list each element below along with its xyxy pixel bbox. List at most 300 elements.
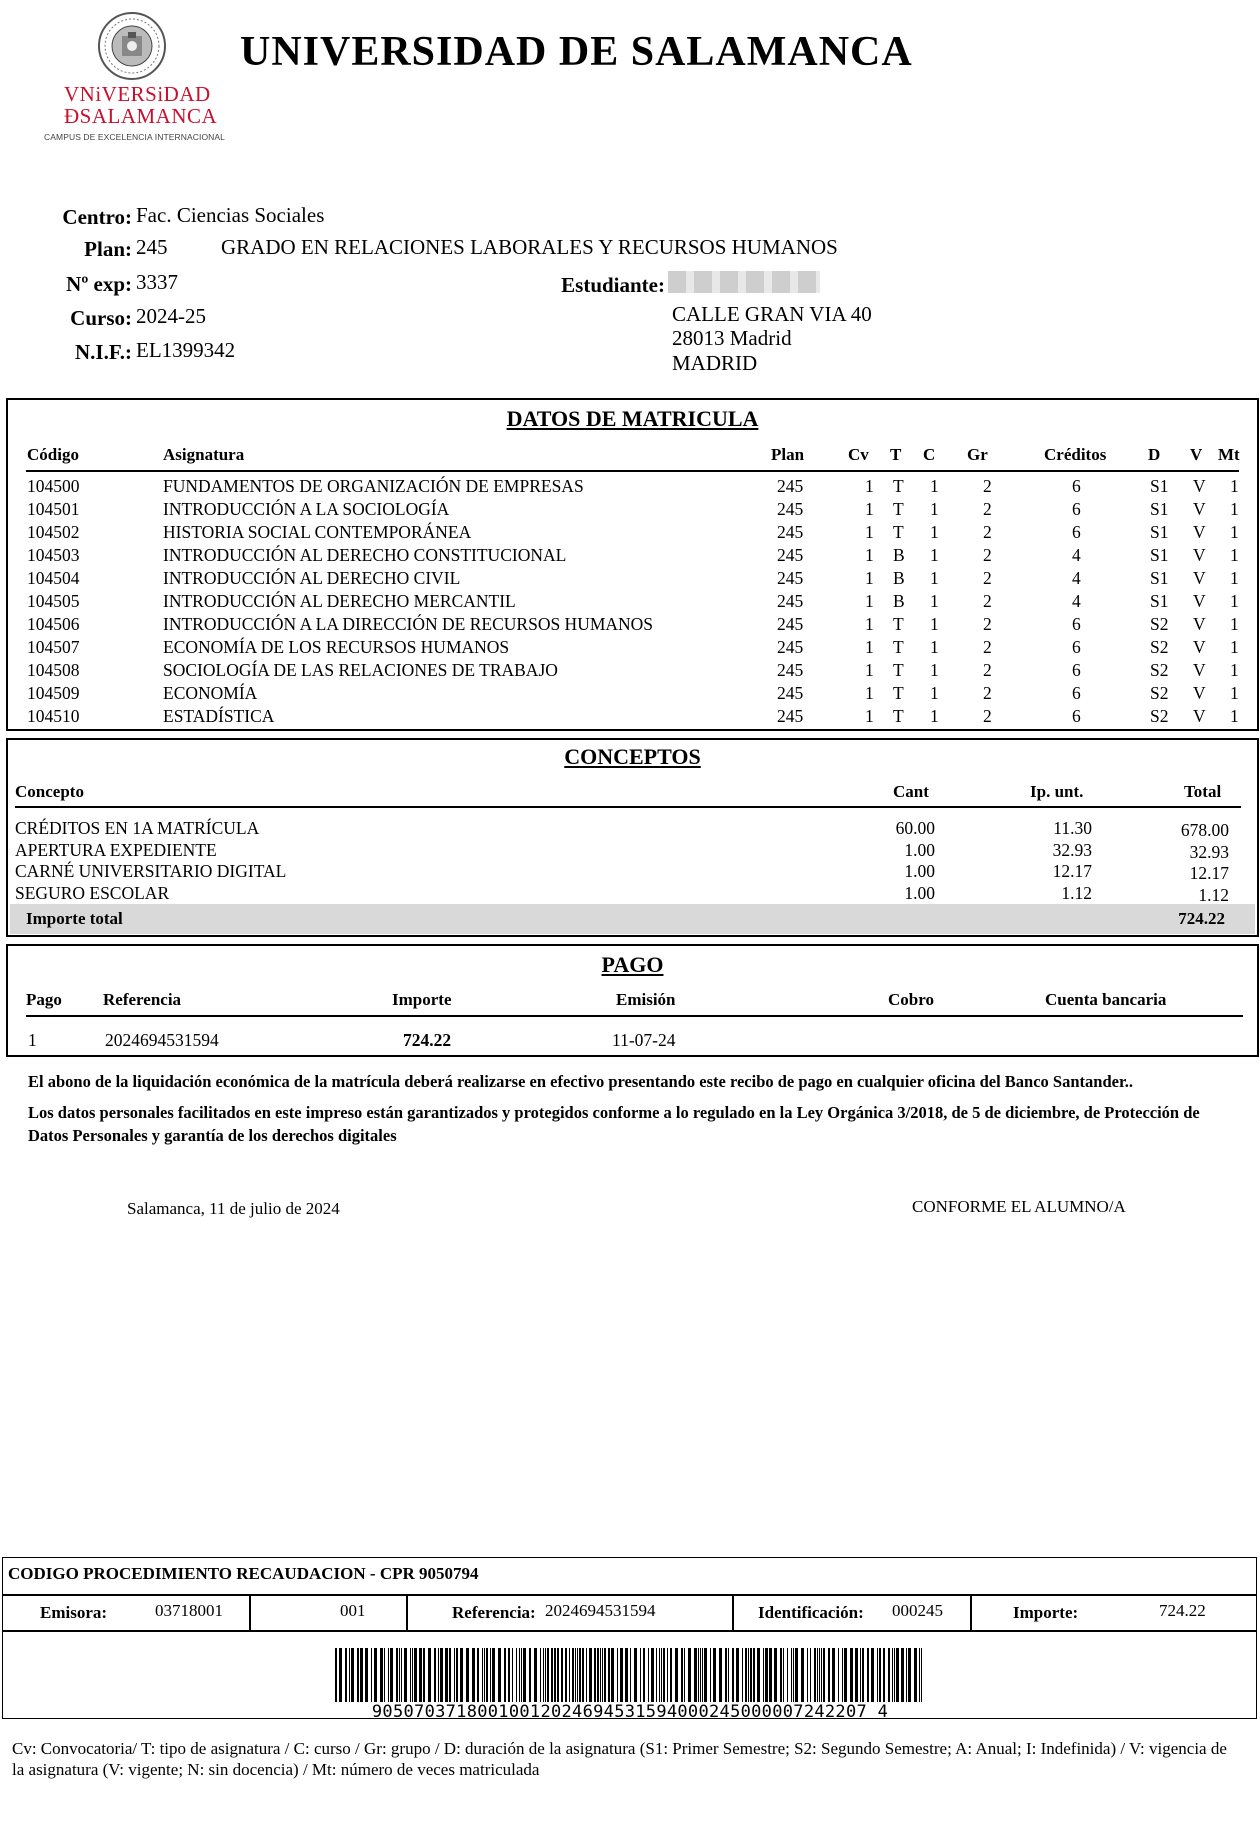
matricula-row — [8, 706, 1257, 729]
barcode-bar — [608, 1648, 610, 1702]
matricula-cell-creditos: 6 — [1072, 476, 1081, 496]
barcode-bar — [757, 1648, 760, 1702]
matricula-cell-codigo: 104503 — [27, 545, 80, 565]
barcode-bar — [883, 1648, 885, 1702]
concepto-cell-cant: 1.00 — [904, 861, 935, 881]
logo-text-line1: VNiVERSiDAD — [64, 82, 211, 106]
barcode-bar — [597, 1648, 599, 1702]
barcode-bar — [877, 1648, 878, 1702]
matricula-cell-d: S1 — [1150, 499, 1169, 519]
barcode-bar — [477, 1648, 479, 1702]
matricula-cell-codigo: 104508 — [27, 660, 80, 680]
barcode-bar — [504, 1648, 506, 1702]
matricula-cell-creditos: 4 — [1072, 568, 1081, 588]
matricula-cell-creditos: 4 — [1072, 591, 1081, 611]
barcode-bar — [821, 1648, 822, 1702]
matricula-row — [8, 545, 1257, 568]
matricula-cell-t: T — [893, 706, 904, 726]
barcode-bar — [879, 1648, 881, 1702]
centro-value: Fac. Ciencias Sociales — [136, 203, 325, 227]
matricula-cell-codigo: 104504 — [27, 568, 80, 588]
barcode-bar — [466, 1648, 469, 1702]
barcode-bar — [819, 1648, 820, 1702]
matricula-cell-t: T — [893, 499, 904, 519]
barcode-bar — [783, 1648, 784, 1702]
matricula-cell-gr: 2 — [983, 706, 992, 726]
matricula-cell-mt: 1 — [1230, 637, 1239, 657]
barcode-bar — [844, 1648, 847, 1702]
nif-label: N.I.F.: — [75, 340, 132, 364]
emisora-label: Emisora: — [40, 1603, 108, 1622]
curso-value: 2024-25 — [136, 304, 206, 328]
barcode-bar — [763, 1648, 764, 1702]
university-logo — [36, 8, 226, 143]
barcode-bar — [901, 1648, 904, 1702]
col-ip-unt: Ip. unt. — [1030, 782, 1084, 801]
barcode-bar — [600, 1648, 601, 1702]
barcode-bar — [414, 1648, 417, 1702]
barcode-bar — [460, 1648, 463, 1702]
matricula-cell-gr: 2 — [983, 591, 992, 611]
concepto-cell-total: 1.12 — [1198, 884, 1229, 905]
barcode-bar — [419, 1648, 422, 1702]
matricula-cell-v: V — [1193, 499, 1206, 519]
barcode-bar — [569, 1648, 570, 1702]
concepto-cell-total: 32.93 — [1189, 841, 1229, 862]
matricula-cell-plan: 245 — [777, 660, 804, 680]
col-plan: Plan — [771, 445, 805, 464]
matricula-cell-c: 1 — [930, 614, 939, 634]
barcode-bar — [659, 1648, 660, 1702]
identificacion-value: 000245 — [892, 1601, 943, 1620]
matricula-cell-t: T — [893, 637, 904, 657]
matricula-cell-creditos: 6 — [1072, 614, 1081, 634]
matricula-row — [8, 660, 1257, 683]
matricula-cell-asignatura: ECONOMÍA — [163, 683, 258, 703]
matricula-cell-d: S1 — [1150, 591, 1169, 611]
barcode-bar — [423, 1648, 425, 1702]
barcode-bar — [648, 1648, 649, 1702]
barcode-bar — [543, 1648, 544, 1702]
barcode-bar — [661, 1648, 662, 1702]
barcode-bar — [630, 1648, 631, 1702]
conceptos-title: CONCEPTOS — [564, 744, 701, 769]
barcode-bar — [445, 1648, 448, 1702]
barcode-bar — [428, 1648, 431, 1702]
concepto-cell-cant: 1.00 — [904, 882, 935, 903]
matricula-cell-d: S1 — [1150, 568, 1169, 588]
barcode-bar — [702, 1648, 703, 1702]
matricula-cell-cv: 1 — [865, 568, 874, 588]
barcode-bar — [339, 1648, 342, 1702]
importe-label: Importe: — [1013, 1603, 1079, 1622]
matricula-cell-plan: 245 — [777, 614, 804, 634]
emisora-value: 03718001 — [155, 1601, 223, 1620]
pago-row — [8, 1030, 1257, 1053]
importe-total-bar — [10, 904, 1255, 934]
col-gr: Gr — [967, 445, 988, 464]
barcode-bar — [454, 1648, 455, 1702]
matricula-cell-asignatura: INTRODUCCIÓN A LA SOCIOLOGÍA — [163, 499, 450, 519]
barcode-bar — [572, 1648, 574, 1702]
redacted-student-name — [668, 271, 820, 293]
barcode-bar — [589, 1648, 592, 1702]
concepto-cell-concepto: APERTURA EXPEDIENTE — [15, 839, 217, 860]
barcode-bar — [867, 1648, 869, 1702]
matricula-cell-asignatura: INTRODUCCIÓN A LA DIRECCIÓN DE RECURSOS HUMANOS — [163, 614, 654, 634]
matricula-cell-mt: 1 — [1230, 660, 1239, 680]
matricula-cell-codigo: 104502 — [27, 522, 80, 542]
barcode-bar — [640, 1648, 641, 1702]
matricula-cell-asignatura: SOCIOLOGÍA DE LAS RELACIONES DE TRABAJO — [163, 660, 558, 680]
matricula-row — [8, 637, 1257, 660]
referencia-value: 2024694531594 — [545, 1601, 656, 1620]
matricula-cell-d: S1 — [1150, 545, 1169, 565]
matricula-cell-asignatura: INTRODUCCIÓN AL DERECHO CIVIL — [163, 568, 461, 588]
barcode-bar — [832, 1648, 835, 1702]
barcode-bar — [871, 1648, 874, 1702]
barcode-bar — [753, 1648, 755, 1702]
barcode-bar — [554, 1648, 556, 1702]
barcode-bar — [551, 1648, 553, 1702]
barcode-bar — [484, 1648, 485, 1702]
matricula-cell-v: V — [1193, 522, 1206, 542]
matricula-cell-creditos: 6 — [1072, 683, 1081, 703]
matricula-row — [8, 568, 1257, 591]
matricula-cell-creditos: 6 — [1072, 522, 1081, 542]
matricula-cell-asignatura: FUNDAMENTOS DE ORGANIZACIÓN DE EMPRESAS — [163, 476, 584, 496]
address-line2: 28013 Madrid — [672, 326, 792, 350]
barcode-bar — [374, 1648, 377, 1702]
nif-value: EL1399342 — [136, 338, 236, 362]
barcode-bar — [357, 1648, 359, 1702]
col-t: T — [890, 445, 902, 464]
matricula-cell-t: B — [893, 545, 905, 565]
barcode-bar — [380, 1648, 383, 1702]
matricula-row — [8, 476, 1257, 499]
barcode-bar — [388, 1648, 389, 1702]
matricula-cell-gr: 2 — [983, 637, 992, 657]
barcode-bar — [765, 1648, 768, 1702]
barcode-bar — [620, 1648, 623, 1702]
pago-title: PAGO — [601, 952, 664, 977]
barcode-bar — [795, 1648, 798, 1702]
barcode-bar — [894, 1648, 895, 1702]
barcode-bar — [401, 1648, 402, 1702]
barcode-bar — [862, 1648, 864, 1702]
concepto-cell-total: 678.00 — [1180, 820, 1229, 840]
concepto-cell-concepto: SEGURO ESCOLAR — [15, 882, 170, 903]
barcode-bar — [684, 1648, 685, 1702]
barcode-bar — [736, 1648, 739, 1702]
matricula-cell-cv: 1 — [865, 499, 874, 519]
matricula-cell-cv: 1 — [865, 591, 874, 611]
barcode-bar — [523, 1648, 526, 1702]
barcode-bar — [860, 1648, 861, 1702]
barcode-bar — [360, 1648, 363, 1702]
matricula-cell-t: T — [893, 660, 904, 680]
conceptos-header-rule — [15, 806, 1241, 808]
matricula-cell-v: V — [1193, 545, 1206, 565]
barcode-bar — [438, 1648, 439, 1702]
exp-value: 3337 — [136, 270, 178, 294]
matricula-cell-mt: 1 — [1230, 476, 1239, 496]
conforme-alumno: CONFORME EL ALUMNO/A — [912, 1197, 1126, 1216]
matricula-cell-cv: 1 — [865, 706, 874, 726]
concepto-cell-cant: 60.00 — [895, 818, 935, 838]
barcode-bar — [472, 1648, 475, 1702]
barcode-bar — [529, 1648, 531, 1702]
barcode-bar — [512, 1648, 513, 1702]
matricula-cell-d: S1 — [1150, 522, 1169, 542]
exp-label: Nº exp: — [66, 272, 132, 296]
barcode-bar — [582, 1648, 584, 1702]
matricula-cell-plan: 245 — [777, 591, 804, 611]
barcode-bar — [396, 1648, 398, 1702]
address-line3: MADRID — [672, 351, 758, 375]
place-date: Salamanca, 11 de julio de 2024 — [127, 1199, 340, 1218]
barcode-bar — [516, 1648, 517, 1702]
concepto-row — [8, 883, 1257, 906]
barcode-bar — [434, 1648, 436, 1702]
barcode-bar — [492, 1648, 495, 1702]
col-emision: Emisión — [616, 990, 676, 1009]
concepto-row — [8, 840, 1257, 863]
matricula-cell-codigo: 104505 — [27, 591, 80, 611]
importe-total-value: 724.22 — [1178, 909, 1225, 928]
concepto-cell-ip-unt: 11.30 — [1053, 818, 1092, 838]
referencia-label: Referencia: — [452, 1603, 536, 1622]
matricula-cell-c: 1 — [930, 683, 939, 703]
matricula-cell-plan: 245 — [777, 545, 804, 565]
importe-value: 724.22 — [1159, 1601, 1206, 1620]
pago-header-rule — [26, 1015, 1243, 1017]
barcode-bar — [456, 1648, 458, 1702]
matricula-cell-c: 1 — [930, 637, 939, 657]
matricula-cell-gr: 2 — [983, 660, 992, 680]
barcode-bar — [667, 1648, 668, 1702]
col-total: Total — [1184, 782, 1222, 801]
matricula-cell-d: S1 — [1150, 476, 1169, 496]
barcode-bar — [700, 1648, 701, 1702]
concepto-row — [8, 818, 1257, 841]
barcode-bar — [906, 1648, 907, 1702]
barcode-bar — [807, 1648, 808, 1702]
barcode-bar — [643, 1648, 645, 1702]
matricula-cell-t: B — [893, 591, 905, 611]
matricula-cell-v: V — [1193, 476, 1206, 496]
matricula-cell-plan: 245 — [777, 499, 804, 519]
barcode-bar — [787, 1648, 788, 1702]
matricula-cell-c: 1 — [930, 591, 939, 611]
matricula-row — [8, 614, 1257, 637]
barcode-bar — [557, 1648, 559, 1702]
barcode-digits: 90507037180010012024694531594000245000007242207 4 — [371, 1702, 889, 1722]
barcode-bar — [565, 1648, 567, 1702]
barcode-bar — [384, 1648, 385, 1702]
matricula-cell-v: V — [1193, 614, 1206, 634]
barcode-bar — [908, 1648, 911, 1702]
conceptos-section — [6, 738, 1259, 937]
matricula-cell-v: V — [1193, 591, 1206, 611]
matricula-cell-gr: 2 — [983, 683, 992, 703]
col-cuenta-bancaria: Cuenta bancaria — [1045, 990, 1167, 1009]
barcode-bar — [440, 1648, 443, 1702]
matricula-cell-v: V — [1193, 637, 1206, 657]
barcode-bar — [801, 1648, 804, 1702]
matricula-cell-d: S2 — [1150, 660, 1169, 680]
barcode-bar — [921, 1648, 922, 1702]
pago-num: 1 — [28, 1030, 37, 1050]
concepto-cell-concepto: CRÉDITOS EN 1A MATRÍCULA — [15, 818, 260, 838]
col-c: C — [923, 445, 936, 464]
centro-label: Centro: — [62, 205, 132, 229]
barcode-bar — [919, 1648, 920, 1702]
matricula-cell-t: T — [893, 476, 904, 496]
barcode-bar — [728, 1648, 729, 1702]
barcode-bar — [855, 1648, 858, 1702]
barcode-bar — [698, 1648, 699, 1702]
barcode-bar — [896, 1648, 899, 1702]
matricula-cell-creditos: 6 — [1072, 706, 1081, 726]
concepto-cell-ip-unt: 1.12 — [1061, 882, 1092, 903]
matricula-cell-gr: 2 — [983, 522, 992, 542]
cpr-divider-1 — [249, 1594, 251, 1630]
barcode-bar — [814, 1648, 816, 1702]
matricula-cell-mt: 1 — [1230, 591, 1239, 611]
matricula-cell-asignatura: HISTORIA SOCIAL CONTEMPORÁNEA — [163, 522, 472, 542]
matricula-row — [8, 683, 1257, 706]
barcode-bar — [482, 1648, 483, 1702]
barcode-bar — [498, 1648, 501, 1702]
barcode-bar — [345, 1648, 347, 1702]
matricula-cell-c: 1 — [930, 660, 939, 680]
barcode-bar — [534, 1648, 537, 1702]
matricula-cell-plan: 245 — [777, 568, 804, 588]
barcode-bar — [521, 1648, 522, 1702]
cpr-divider-3 — [732, 1594, 734, 1630]
barcode-bar — [349, 1648, 350, 1702]
col-d: D — [1148, 445, 1161, 464]
barcode-bar — [914, 1648, 917, 1702]
barcode-bar — [725, 1648, 727, 1702]
col-cant: Cant — [893, 782, 929, 801]
plan-code: 245 — [136, 235, 168, 259]
barcode-bar — [634, 1648, 637, 1702]
barcode-bar — [586, 1648, 587, 1702]
barcode-bar — [365, 1648, 368, 1702]
barcode-bar — [625, 1648, 628, 1702]
matricula-cell-v: V — [1193, 660, 1206, 680]
barcode-bar — [888, 1648, 890, 1702]
barcode-bar — [670, 1648, 672, 1702]
matricula-cell-creditos: 6 — [1072, 660, 1081, 680]
matricula-cell-c: 1 — [930, 522, 939, 542]
matricula-cell-codigo: 104510 — [27, 706, 80, 726]
plan-label: Plan: — [84, 237, 132, 261]
barcode-bar — [694, 1648, 697, 1702]
barcode-bar — [656, 1648, 657, 1702]
university-seal-icon — [92, 10, 172, 82]
barcode-bar — [604, 1648, 606, 1702]
barcode-bar — [704, 1648, 707, 1702]
col-creditos: Créditos — [1044, 445, 1107, 464]
concepto-cell-total: 12.17 — [1189, 863, 1229, 883]
matricula-cell-cv: 1 — [865, 522, 874, 542]
matricula-cell-c: 1 — [930, 545, 939, 565]
cpr-divider-2 — [406, 1594, 408, 1630]
address-line1: CALLE GRAN VIA 40 — [672, 302, 872, 326]
concepto-cell-ip-unt: 12.17 — [1052, 861, 1092, 881]
barcode-bar — [750, 1648, 752, 1702]
barcode-bar — [617, 1648, 618, 1702]
barcode-bar — [774, 1648, 777, 1702]
barcode-bar — [508, 1648, 510, 1702]
matricula-cell-gr: 2 — [983, 614, 992, 634]
barcode-bar — [793, 1648, 794, 1702]
matricula-row — [8, 522, 1257, 545]
concepto-cell-cant: 1.00 — [904, 839, 935, 860]
barcode-bar — [651, 1648, 654, 1702]
barcode-bar — [390, 1648, 393, 1702]
barcode-bar — [810, 1648, 811, 1702]
matricula-cell-plan: 245 — [777, 522, 804, 542]
matricula-cell-t: T — [893, 614, 904, 634]
col-importe: Importe — [392, 990, 452, 1009]
matricula-cell-mt: 1 — [1230, 706, 1239, 726]
col-cv: Cv — [848, 445, 869, 464]
legend-footnote: Cv: Convocatoria/ T: tipo de asignatura / C: curso / Gr: grupo / D: duración de la asignatura (S1: Primer Semestre; S2: Segundo Semestre; A: Anual; I: Indefinida) / V: vigencia de la asignatura (V: vigente; N: sin docencia) / Mt: número de veces matriculada — [12, 1739, 1227, 1779]
cpr-rule-bottom — [3, 1630, 1256, 1632]
matricula-cell-gr: 2 — [983, 545, 992, 565]
matricula-cell-c: 1 — [930, 476, 939, 496]
barcode-bar — [842, 1648, 843, 1702]
col-cobro: Cobro — [888, 990, 934, 1009]
pago-section — [6, 944, 1259, 1057]
col-v: V — [1190, 445, 1203, 464]
barcode-bar — [719, 1648, 722, 1702]
matricula-cell-gr: 2 — [983, 568, 992, 588]
matricula-cell-mt: 1 — [1230, 522, 1239, 542]
barcode-bar — [710, 1648, 711, 1702]
barcode-bar — [547, 1648, 549, 1702]
matricula-cell-cv: 1 — [865, 545, 874, 565]
matricula-cell-cv: 1 — [865, 476, 874, 496]
barcode-bar — [577, 1648, 578, 1702]
barcode-bar — [675, 1648, 678, 1702]
concepto-cell-concepto: CARNÉ UNIVERSITARIO DIGITAL — [15, 861, 287, 881]
matricula-cell-asignatura: ECONOMÍA DE LOS RECURSOS HUMANOS — [163, 637, 510, 657]
pago-emision: 11-07-24 — [612, 1030, 676, 1050]
matricula-cell-cv: 1 — [865, 683, 874, 703]
matricula-cell-plan: 245 — [777, 637, 804, 657]
matricula-cell-v: V — [1193, 683, 1206, 703]
barcode-bar — [399, 1648, 400, 1702]
matricula-cell-cv: 1 — [865, 637, 874, 657]
curso-label: Curso: — [70, 306, 132, 330]
matricula-cell-t: B — [893, 568, 905, 588]
matricula-cell-cv: 1 — [865, 614, 874, 634]
barcode-bar — [351, 1648, 354, 1702]
barcode-bar — [688, 1648, 691, 1702]
barcode-bar — [748, 1648, 749, 1702]
barcode-bar — [545, 1648, 546, 1702]
identificacion-label: Identificación: — [758, 1603, 864, 1622]
barcode-bar — [490, 1648, 491, 1702]
barcode-bar — [486, 1648, 488, 1702]
pago-importe: 724.22 — [403, 1030, 452, 1050]
matricula-cell-asignatura: INTRODUCCIÓN AL DERECHO MERCANTIL — [163, 591, 516, 611]
